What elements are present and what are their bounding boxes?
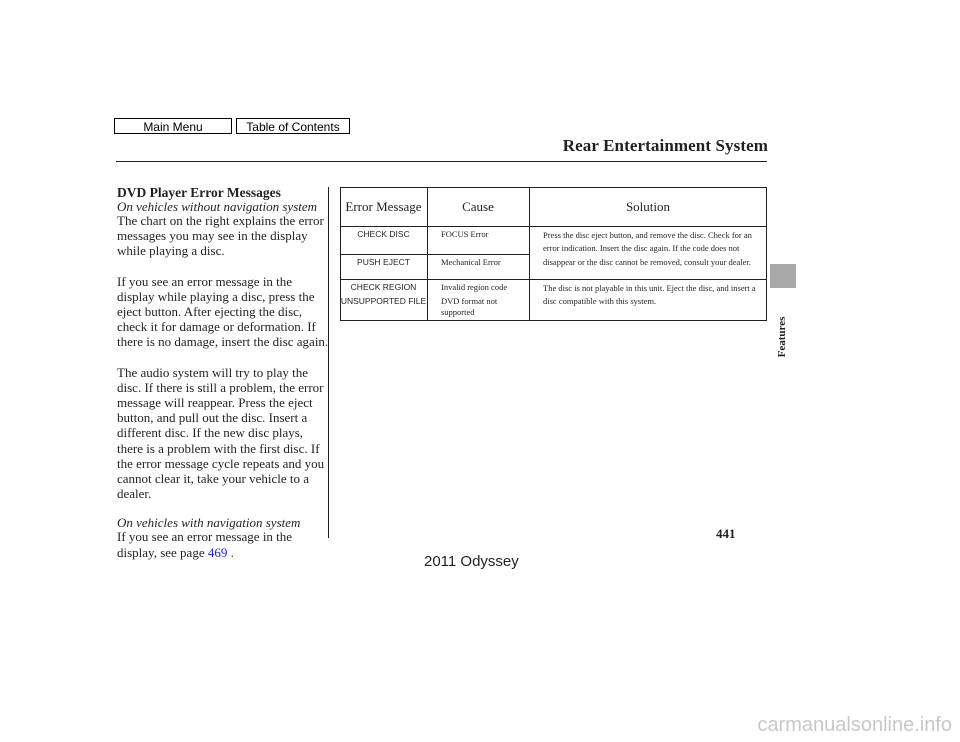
- error-code-cell: CHECK REGION: [350, 282, 417, 292]
- watermark-text: carmanualsonline.info: [757, 714, 952, 736]
- navigation-paragraph: [117, 529, 331, 559]
- table-border-left: [340, 187, 341, 321]
- left-column: [117, 185, 331, 560]
- retry-paragraph: The audio system will try to play the disc. If there is still a problem, the error message will reappear. Press the eject button, and pull out the disc. Insert a different disc. If the new disc plays, there is a problem with the first disc. If the error message cycle repeats and you cannot clear it, take your vehicle to a dealer.: [117, 364, 325, 502]
- header-divider: [116, 161, 767, 162]
- intro-paragraph: The chart on the right explains the error messages you may see in the display while playing a disc.: [117, 213, 324, 259]
- page-469-link[interactable]: 469: [207, 544, 228, 560]
- cause-cell: Mechanical Error: [427, 255, 529, 280]
- section-tab-marker: [770, 264, 796, 288]
- footer-model-name: 2011 Odyssey: [424, 553, 519, 570]
- navigation-text-end: .: [230, 544, 234, 560]
- eject-paragraph: If you see an error message in the display while playing a disc, press the eject button. After ejecting the disc, check it for damage or deformation. If there is no damage, insert the disc again.: [117, 273, 329, 350]
- error-code-cell: UNSUPPORTED FILE: [340, 296, 427, 306]
- cause-cell: Invalid region code: [441, 282, 508, 292]
- header-error-message: Error Message: [340, 187, 427, 227]
- main-menu-button[interactable]: Main Menu: [114, 118, 232, 134]
- solution-cell: Press the disc eject button, and remove the disc. Check for an error indication. Insert the disc again. If the code does not disappear or the disc cannot be removed, consult your dealer.: [529, 227, 767, 280]
- navigation-text: If you see an error message in the display, see page: [117, 529, 293, 560]
- solution-cell: The disc is not playable in this unit. Eject the disc, and insert a disc compatible with this system.: [543, 283, 756, 307]
- section-tab-label: Features: [776, 316, 788, 358]
- table-header-row: [340, 187, 767, 227]
- error-code-cell: PUSH EJECT: [340, 255, 427, 280]
- table-border-column-1: [427, 187, 428, 321]
- page-number: 441: [716, 526, 736, 541]
- cause-cell: DVD format not supported: [441, 296, 498, 317]
- table-of-contents-button[interactable]: Table of Contents: [236, 118, 350, 134]
- page-title: Rear Entertainment System: [562, 136, 768, 155]
- table-row: [340, 227, 767, 255]
- column-divider: [328, 187, 329, 538]
- subtitle-with-navigation: On vehicles with navigation system: [117, 515, 301, 531]
- cause-cell: FOCUS Error: [427, 227, 529, 255]
- header-solution: Solution: [529, 187, 767, 227]
- table-border-column-2: [529, 187, 530, 321]
- table-row: [340, 280, 767, 295]
- error-message-table: [340, 187, 767, 321]
- table-border-right: [766, 187, 767, 321]
- subtitle-without-navigation: On vehicles without navigation system: [117, 199, 318, 214]
- header-cause: Cause: [427, 187, 529, 227]
- error-code-cell: CHECK DISC: [340, 227, 427, 255]
- section-title: DVD Player Error Messages: [117, 185, 281, 200]
